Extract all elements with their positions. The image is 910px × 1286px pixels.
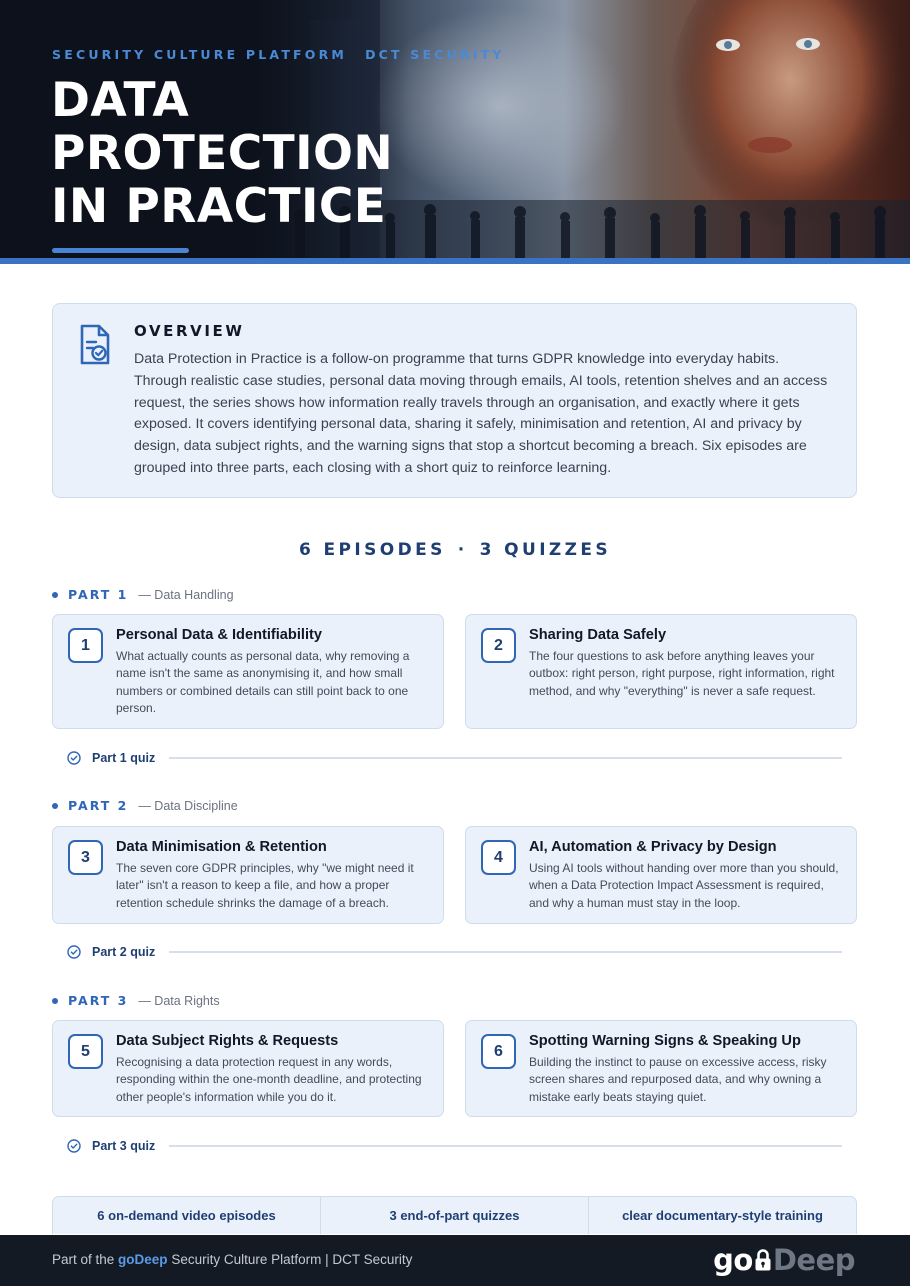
footer xyxy=(0,1235,910,1286)
quiz-label: Part 2 quiz xyxy=(92,945,156,959)
part-1-label xyxy=(52,587,234,602)
part-number: PART 3 xyxy=(68,993,129,1008)
quiz-divider xyxy=(169,1145,842,1147)
hero-accent-bar xyxy=(0,258,910,264)
title-underline xyxy=(52,248,189,253)
episode-description: What actually counts as personal data, why removing a name isn't the same as anonymising it, and how small numbers or combined details can still point back to one person. xyxy=(116,649,410,715)
part-2-label xyxy=(52,798,238,813)
part-1-quiz[interactable] xyxy=(67,750,842,766)
part-3-label xyxy=(52,993,220,1008)
hero-banner xyxy=(0,0,910,258)
check-circle-icon xyxy=(67,945,81,959)
check-circle-icon xyxy=(67,1139,81,1153)
episode-number-badge: 5 xyxy=(68,1034,103,1069)
episode-description: The seven core GDPR principles, why "we might need it later" isn't a reason to keep a file, and how a proper retention schedule shrinks the damage of a breach. xyxy=(116,861,414,910)
episode-description: Building the instinct to pause on excessive access, risky screen shares and repurposed data, and why owning a mistake early beats staying quiet. xyxy=(529,1055,827,1104)
episode-card-6[interactable] xyxy=(465,1020,857,1117)
part-2-quiz[interactable] xyxy=(67,944,842,960)
footer-text xyxy=(52,1252,412,1267)
episode-card-2[interactable] xyxy=(465,614,857,729)
document-check-icon xyxy=(79,324,111,366)
episode-card-3[interactable] xyxy=(52,826,444,924)
episode-number-badge: 2 xyxy=(481,628,516,663)
check-circle-icon xyxy=(67,751,81,765)
feature-style: clear documentary-style training xyxy=(622,1208,823,1223)
features-strip xyxy=(52,1196,857,1234)
episode-quiz-count xyxy=(0,540,910,560)
episode-card-5[interactable] xyxy=(52,1020,444,1117)
part-bullet xyxy=(52,803,58,809)
episode-description: Recognising a data protection request in any words, responding within the one-month deadline, and protecting other people's information while you do it. xyxy=(116,1055,422,1104)
episode-number-badge: 6 xyxy=(481,1034,516,1069)
part-number: PART 1 xyxy=(68,587,129,602)
feature-quizzes: 3 end-of-part quizzes xyxy=(321,1197,589,1234)
overview-heading: OVERVIEW xyxy=(134,322,245,340)
part-bullet xyxy=(52,592,58,598)
godeep-logo xyxy=(713,1243,855,1277)
title-line: PROTECTION xyxy=(51,126,394,181)
logo-go: go xyxy=(713,1243,753,1277)
part-number: PART 2 xyxy=(68,798,129,813)
quiz-label: Part 1 quiz xyxy=(92,751,156,765)
episode-title: Data Subject Rights & Requests xyxy=(116,1033,339,1049)
episodes-count: 6 EPISODES xyxy=(298,540,446,560)
episode-number-badge: 4 xyxy=(481,840,516,875)
part-subtitle: — Data Handling xyxy=(138,587,234,602)
episode-number-badge: 1 xyxy=(68,628,103,663)
padlock-icon xyxy=(754,1248,772,1272)
quizzes-count: 3 QUIZZES xyxy=(479,540,612,560)
footer-brand: goDeep xyxy=(118,1252,168,1267)
episode-card-4[interactable] xyxy=(465,826,857,924)
episode-title: Personal Data & Identifiability xyxy=(116,627,322,643)
quiz-divider xyxy=(169,951,842,953)
part-subtitle: — Data Rights xyxy=(138,993,220,1008)
quiz-divider xyxy=(169,757,842,759)
footer-suffix: Security Culture Platform | DCT Security xyxy=(167,1252,413,1267)
part-3-quiz[interactable] xyxy=(67,1138,842,1154)
part-bullet xyxy=(52,998,58,1004)
part-subtitle: — Data Discipline xyxy=(138,798,238,813)
feature-videos: 6 on-demand video episodes xyxy=(53,1197,321,1234)
episode-title: Spotting Warning Signs & Speaking Up xyxy=(529,1033,801,1049)
logo-deep: Deep xyxy=(772,1243,855,1277)
episode-title: AI, Automation & Privacy by Design xyxy=(529,839,777,855)
quiz-label: Part 3 quiz xyxy=(92,1139,156,1153)
eyebrow-company: DCT SECURITY xyxy=(365,47,505,62)
episode-title: Sharing Data Safely xyxy=(529,627,667,643)
episode-card-1[interactable] xyxy=(52,614,444,729)
title-line: IN PRACTICE xyxy=(51,179,387,234)
episode-title: Data Minimisation & Retention xyxy=(116,839,327,855)
hero-eyebrow xyxy=(52,47,505,62)
overview-card xyxy=(52,303,857,498)
count-separator: · xyxy=(457,540,468,560)
episode-description: The four questions to ask before anything leaves your outbox: right person, right purpose, right information, right method, and why "everything" is never a safe request. xyxy=(529,649,835,698)
page-title xyxy=(51,74,393,233)
title-line: DATA xyxy=(51,73,190,128)
footer-prefix: Part of the xyxy=(52,1252,119,1267)
overview-text: Data Protection in Practice is a follow-on programme that turns GDPR knowledge into everyday habits. Through realistic case studies, personal data moving through emails, AI tools, retention shelves and an access request, the series shows how information really travels through an organisation, and exactly where it gets exposed. It covers identifying personal data, sharing it safely, minimisation and retention, AI and privacy by design, data subject rights, and the warning signs that stop a shortcut becoming a breach. Six episodes are grouped into three parts, each closing with a short quiz to reinforce learning. xyxy=(134,351,828,476)
episode-description: Using AI tools without handing over more than you should, when a Data Protection Impact Assessment is required, and why a human must stay in the loop. xyxy=(529,861,839,910)
eyebrow-platform: SECURITY CULTURE PLATFORM xyxy=(52,47,348,62)
episode-number-badge: 3 xyxy=(68,840,103,875)
